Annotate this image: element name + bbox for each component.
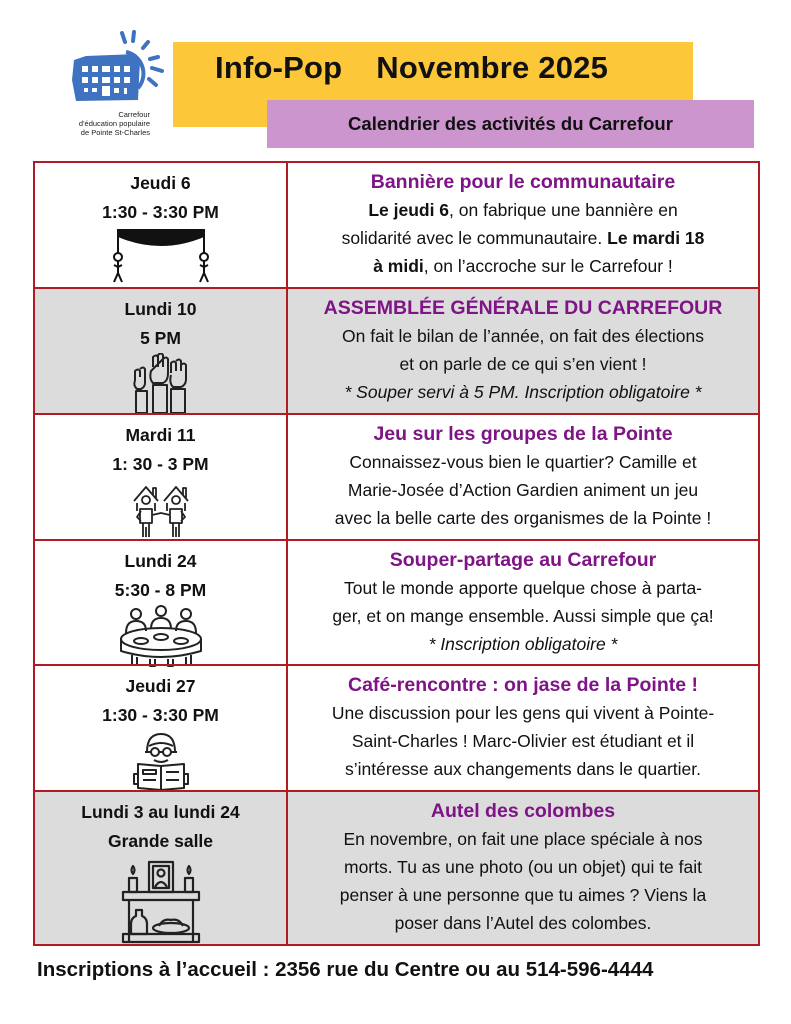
desc-line: morts. Tu as une photo (ou un objet) qui te fait	[344, 857, 702, 877]
carrefour-logo	[58, 30, 173, 145]
event-description	[294, 322, 752, 406]
event-description	[294, 574, 752, 658]
reader-icon	[130, 730, 192, 792]
event-date: Jeudi 27	[125, 676, 196, 696]
event-title: Souper-partage au Carrefour	[389, 549, 657, 571]
dinner-table-icon	[116, 605, 206, 667]
event-time: 1:30 - 3:30 PM	[102, 705, 219, 725]
desc-text: solidarité avec le communautaire.	[341, 228, 608, 248]
event-date: Lundi 10	[124, 299, 197, 319]
event-date: Mardi 11	[125, 425, 196, 445]
desc-line: On fait le bilan de l’année, on fait des élections	[342, 326, 704, 346]
table-row	[35, 539, 758, 664]
event-date: Lundi 3 au lundi 24	[81, 802, 240, 822]
table-row	[35, 664, 758, 790]
desc-bold: à midi	[373, 256, 424, 276]
desc-text: , on fabrique une bannière en	[449, 200, 678, 220]
neighbours-icon	[131, 479, 191, 539]
event-title: Autel des colombes	[430, 800, 616, 822]
event-time: 1:30 - 3:30 PM	[102, 202, 219, 222]
event-description	[294, 699, 752, 783]
logo-line: d'éducation populaire	[78, 119, 150, 128]
desc-line: Marie-Josée d’Action Gardien animent un jeu	[347, 480, 699, 500]
desc-line: Connaissez-vous bien le quartier? Camille et	[349, 452, 697, 472]
event-title: Bannière pour le communautaire	[370, 171, 676, 193]
event-title: Café-rencontre : on jase de la Pointe !	[348, 674, 698, 696]
date-cell	[35, 415, 288, 539]
date-cell	[35, 792, 288, 944]
event-description	[294, 448, 752, 532]
event-date: Jeudi 6	[130, 173, 191, 193]
desc-line: s’intéresse aux changements dans le quartier.	[344, 759, 702, 779]
event-cell	[288, 415, 758, 539]
desc-line: Tout le monde apporte quelque chose à parta-	[343, 578, 703, 598]
building-sun-icon	[66, 30, 171, 105]
desc-line: ger, et on mange ensemble. Aussi simple que ça!	[332, 606, 714, 626]
desc-bold: Le jeudi 6	[368, 200, 450, 220]
date-cell	[35, 289, 288, 413]
event-time: 5:30 - 8 PM	[114, 580, 207, 600]
event-cell	[288, 666, 758, 790]
page-subtitle: Calendrier des activités du Carrefour	[348, 113, 673, 134]
desc-line: * Inscription obligatoire *	[428, 634, 618, 654]
event-cell	[288, 289, 758, 413]
event-time: 5 PM	[140, 328, 181, 348]
subtitle-banner	[267, 100, 754, 148]
desc-line: et on parle de ce qui s’en vient !	[399, 354, 647, 374]
raised-hands-icon	[131, 353, 191, 415]
desc-line: En novembre, on fait une place spéciale à nos	[343, 829, 703, 849]
altar-icon	[119, 860, 203, 944]
table-row	[35, 163, 758, 287]
table-row	[35, 790, 758, 944]
event-title: ASSEMBLÉE GÉNÉRALE DU CARREFOUR	[323, 297, 723, 319]
logo-caption	[58, 110, 150, 137]
event-description	[294, 825, 752, 937]
event-cell	[288, 163, 758, 287]
desc-line: * Souper servi à 5 PM. Inscription obligatoire *	[344, 382, 702, 402]
banner-icon	[106, 227, 216, 283]
logo-line: Carrefour	[118, 110, 150, 119]
registration-footer: Inscriptions à l’accueil : 2356 rue du Centre ou au 514-596-4444	[37, 958, 654, 981]
desc-line: penser à une personne que tu aimes ? Viens la	[339, 885, 707, 905]
activities-table	[33, 161, 760, 946]
event-cell	[288, 541, 758, 664]
logo-line: de Pointe St-Charles	[80, 128, 150, 137]
event-date: Lundi 24	[124, 551, 197, 571]
date-cell	[35, 541, 288, 664]
title-month: Novembre 2025	[376, 50, 609, 85]
date-cell	[35, 163, 288, 287]
desc-line: avec la belle carte des organismes de la Pointe !	[334, 508, 712, 528]
event-time: Grande salle	[107, 831, 214, 851]
event-title: Jeu sur les groupes de la Pointe	[373, 423, 673, 445]
event-time: 1: 30 - 3 PM	[112, 454, 209, 474]
page-title	[215, 50, 608, 86]
desc-line: Saint-Charles ! Marc-Olivier est étudiant et il	[351, 731, 695, 751]
desc-line: poser dans l’Autel des colombes.	[394, 913, 652, 933]
title-infopop: Info-Pop	[215, 50, 343, 85]
event-description	[294, 196, 752, 280]
date-cell	[35, 666, 288, 790]
desc-line: Une discussion pour les gens qui vivent à Pointe-	[331, 703, 715, 723]
desc-text: , on l’accroche sur le Carrefour !	[423, 256, 673, 276]
desc-bold: Le mardi 18	[607, 228, 705, 248]
event-cell	[288, 792, 758, 944]
table-row	[35, 287, 758, 413]
table-row	[35, 413, 758, 539]
